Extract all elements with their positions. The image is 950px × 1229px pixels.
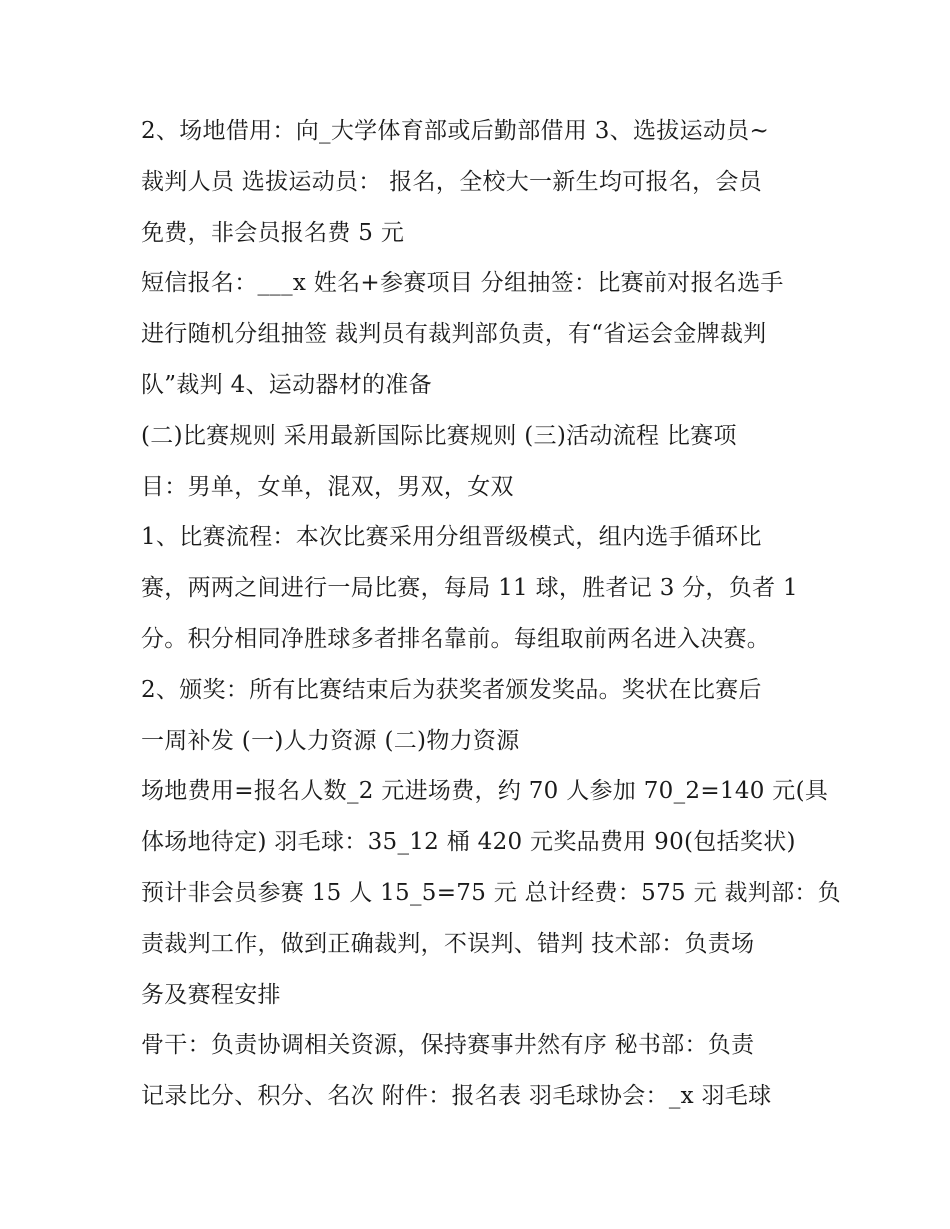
text-line: (二)比赛规则 采用最新国际比赛规则 (三)活动流程 比赛项 [141, 422, 737, 449]
document-body [141, 106, 841, 1122]
text-line: 免费，非会员报名费 5 元 [141, 219, 405, 246]
text-line: 预计非会员参赛 15 人 15_5=75 元 总计经费：575 元 裁判部：负 [141, 879, 841, 906]
text-line: 骨干：负责协调相关资源，保持赛事井然有序 秘书部：负责 [141, 1032, 755, 1059]
text-line: 责裁判工作，做到正确裁判，不误判、错判 技术部：负责场 [141, 930, 755, 957]
text-line: 2、颁奖：所有比赛结束后为获奖者颁发奖品。奖状在比赛后 [141, 676, 762, 703]
text-line: 1、比赛流程：本次比赛采用分组晋级模式，组内选手循环比 [141, 524, 762, 551]
text-line: 场地费用=报名人数_2 元进场费，约 70 人参加 70_2=140 元(具 [141, 778, 829, 805]
text-line: 2、场地借用：向_大学体育部或后勤部借用 3、选拔运动员~ [141, 118, 770, 144]
text-line: 进行随机分组抽签 裁判员有裁判部负责，有“省运会金牌裁判 [141, 321, 767, 348]
text-line: 分。积分相同净胜球多者排名靠前。每组取前两名进入决赛。 [141, 625, 771, 652]
text-line: 务及赛程安排 [141, 981, 281, 1008]
text-line: 队”裁判 4、运动器材的准备 [141, 371, 432, 398]
text-line: 体场地待定) 羽毛球：35_12 桶 420 元奖品费用 90(包括奖状) [141, 829, 796, 856]
text-line: 一周补发 (一)人力资源 (二)物力资源 [141, 727, 520, 754]
text-line: 赛，两两之间进行一局比赛，每局 11 球，胜者记 3 分，负者 1 [141, 575, 798, 602]
text-line: 裁判人员 选拔运动员： 报名，全校大一新生均可报名，会员 [141, 168, 763, 195]
text-line: 记录比分、积分、名次 附件：报名表 羽毛球协会：_x 羽毛球 [141, 1083, 772, 1110]
text-line: 目：男单，女单，混双，男双，女双 [141, 473, 514, 500]
text-line: 短信报名：___x 姓名+参赛项目 分组抽签：比赛前对报名选手 [141, 270, 784, 297]
